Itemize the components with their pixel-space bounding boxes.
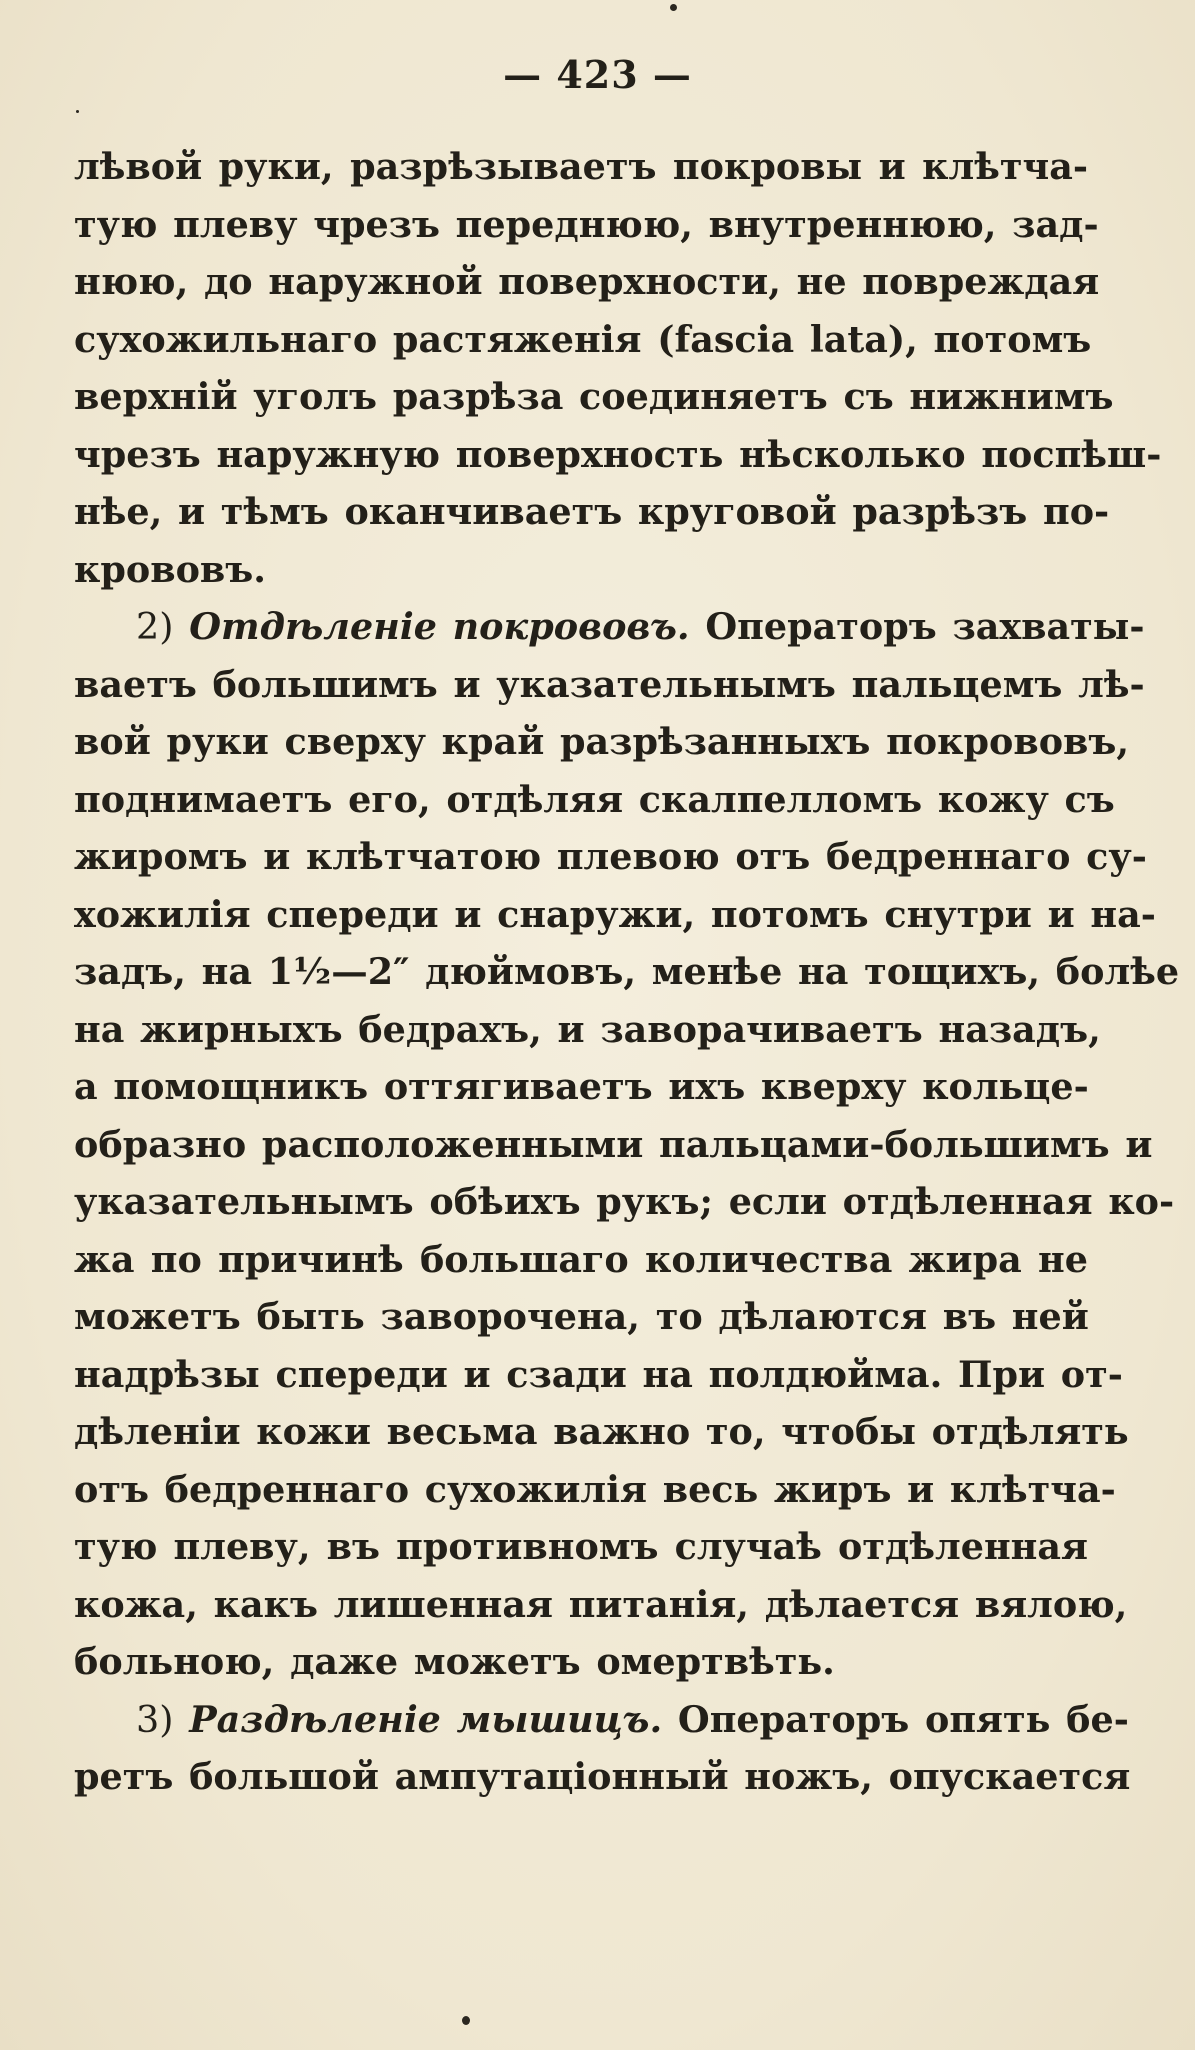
paragraph-2: [74, 598, 1180, 1691]
text-line: вой руки сверху край разрѣзанныхъ покрововъ,: [74, 720, 1130, 763]
text-line: можетъ быть заворочена, то дѣлаются въ ней: [74, 1295, 1089, 1338]
text-line: кожа, какъ лишенная питанія, дѣлается вялою,: [74, 1582, 1128, 1626]
ink-speck-top: [670, 4, 677, 11]
text-line: чрезъ наружную поверхность нѣсколько поспѣш-: [74, 432, 1162, 476]
text-line: задъ, на 1½—2″ дюймовъ, менѣе на тощихъ, болѣе: [74, 950, 1180, 993]
text-fragment: Операторъ захваты-: [705, 605, 1145, 648]
text-line: указательнымъ обѣихъ рукъ; если отдѣленная ко-: [74, 1180, 1175, 1223]
text-line: ретъ большой ампутаціонный ножъ, опускается: [74, 1755, 1131, 1798]
paragraph-1: [74, 138, 1162, 598]
text-line: образно расположенными пальцами-большимъ и: [74, 1122, 1153, 1166]
page-number: — 423 —: [503, 52, 692, 97]
text-line: лѣвой руки, разрѣзываетъ покровы и клѣтча-: [74, 145, 1088, 188]
section-number: 3): [136, 1697, 174, 1741]
ink-speck-left: [76, 110, 79, 113]
section-number: 2): [136, 605, 174, 648]
text-line: дѣленіи кожи весьма важно то, чтобы отдѣлять: [74, 1410, 1129, 1453]
text-line: хожилія спереди и снаружи, потомъ снутри и на-: [74, 892, 1156, 936]
text-line: крововъ.: [74, 547, 266, 591]
text-line: на жирныхъ бедрахъ, и заворачиваетъ назадъ,: [74, 1007, 1101, 1051]
ink-speck-bottom: [462, 2016, 470, 2025]
paragraph-3: [74, 1691, 1131, 1806]
page-body: [74, 138, 1180, 1806]
text-line: тую плеву, въ противномъ случаѣ отдѣленная: [74, 1525, 1088, 1568]
paragraph-first-line: [74, 1691, 1129, 1749]
section-heading: Отдѣленіе покрововъ.: [189, 605, 690, 648]
text-line: нѣе, и тѣмъ оканчиваетъ круговой разрѣзъ по-: [74, 490, 1110, 533]
text-line: жиромъ и клѣтчатою плевою отъ бедреннаго су-: [74, 835, 1147, 878]
text-line: отъ бедреннаго сухожилія весь жиръ и клѣтча-: [74, 1467, 1116, 1511]
text-line: ваетъ большимъ и указательнымъ пальцемъ лѣ-: [74, 662, 1145, 706]
text-line: сухожильнаго растяженія (fascia lata), потомъ: [74, 317, 1092, 361]
text-line: нюю, до наружной поверхности, не повреждая: [74, 260, 1100, 303]
text-line: а помощникъ оттягиваетъ ихъ кверху кольце-: [74, 1065, 1089, 1108]
text-line: больною, даже можетъ омертвѣть.: [74, 1640, 835, 1683]
paragraph-first-line: [74, 598, 1145, 656]
section-heading: Раздѣленіе мышицъ.: [189, 1697, 663, 1741]
text-line: тую плеву чрезъ переднюю, внутреннюю, зад-: [74, 202, 1099, 246]
text-fragment: Операторъ опять бе-: [677, 1697, 1129, 1741]
text-line: надрѣзы спереди и сзади на полдюйма. При от-: [74, 1352, 1123, 1396]
text-line: поднимаетъ его, отдѣляя скалпелломъ кожу съ: [74, 777, 1115, 821]
text-line: жа по причинѣ большаго количества жира не: [74, 1237, 1088, 1281]
text-line: верхній уголъ разрѣза соединяетъ съ нижнимъ: [74, 375, 1114, 418]
